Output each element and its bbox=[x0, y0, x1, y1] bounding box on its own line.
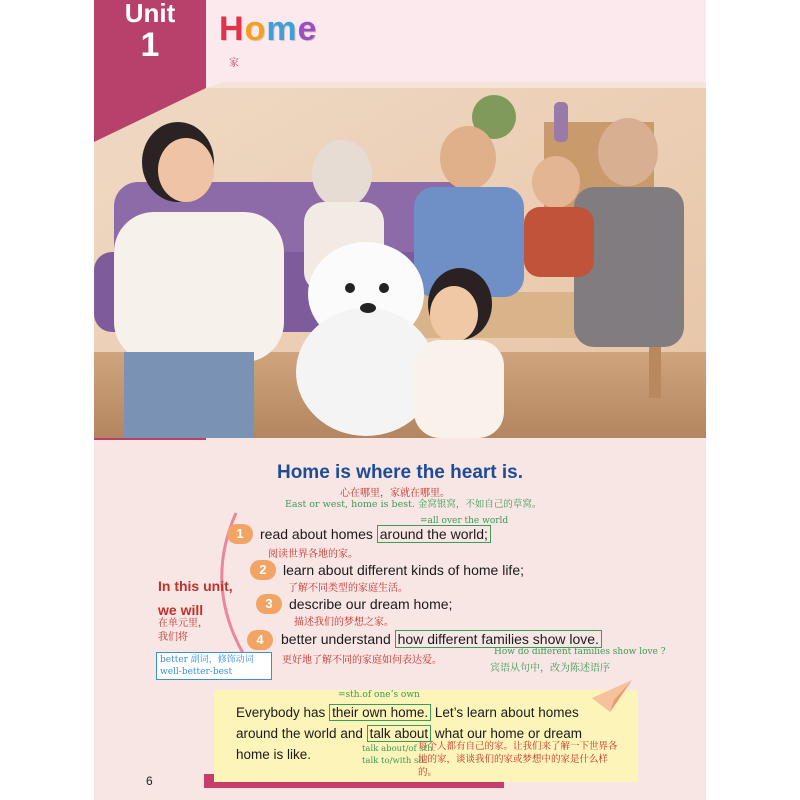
family-living-room-illustration bbox=[94, 82, 706, 438]
vase-icon bbox=[554, 102, 568, 142]
grammar-note bbox=[156, 652, 272, 680]
title-letter: H bbox=[219, 10, 245, 48]
grandmother-icon bbox=[312, 140, 372, 208]
goal-number-4: 4 bbox=[247, 630, 273, 650]
father-icon bbox=[440, 126, 496, 190]
paragraph-text-1: Everybody has bbox=[236, 705, 330, 720]
goal-item-3-translation: 描述我们的梦想之家。 bbox=[294, 617, 394, 628]
boy-icon bbox=[532, 156, 580, 208]
unit-word: Unit bbox=[124, 0, 176, 28]
intro-translation-1: 在单元里， bbox=[158, 618, 208, 629]
paragraph-note-talk-2: talk to/with sb. bbox=[362, 756, 427, 766]
paper-plane-icon bbox=[590, 676, 634, 716]
intro-line-2: we will bbox=[158, 602, 204, 618]
grammar-note-line-1: better 副词，修饰动词 bbox=[160, 655, 254, 665]
goal-number-3: 3 bbox=[256, 594, 282, 614]
intro-translation-2: 我们将 bbox=[158, 632, 188, 643]
goal-item-1-text: read about homes bbox=[260, 526, 377, 542]
unit-goals-intro bbox=[158, 574, 233, 622]
title-letter: o bbox=[244, 10, 267, 48]
paragraph-phrase-2: talk about bbox=[367, 725, 432, 742]
goal-item-3: describe our dream home; bbox=[289, 596, 453, 612]
goal-item-4 bbox=[281, 631, 602, 647]
item-1-note: =all over the world bbox=[420, 516, 509, 526]
motto-note: East or west, home is best. 金窝银窝，不如自己的草窝。 bbox=[285, 499, 542, 510]
paragraph-note-top: =sth.of one’s own bbox=[338, 690, 420, 700]
motto-translation: 心在哪里，家就在哪里。 bbox=[340, 488, 450, 499]
unit-title bbox=[219, 10, 318, 49]
goal-number-1: 1 bbox=[227, 524, 253, 544]
goal-item-1 bbox=[260, 526, 491, 542]
title-letter: e bbox=[297, 10, 318, 48]
goal-item-1-translation: 阅读世界各地的家。 bbox=[268, 549, 358, 560]
goal-item-4-note-1: How do different families show love ? bbox=[494, 647, 666, 657]
unit-badge bbox=[94, 0, 206, 72]
goal-item-4-note-2: 宾语从句中，改为陈述语序 bbox=[490, 663, 610, 674]
paragraph-text-3: what our home or dream home is like. bbox=[236, 726, 582, 762]
paragraph-note-talk-1: talk about/of sth. bbox=[362, 744, 436, 754]
grammar-note-line-2: well-better-best bbox=[160, 667, 233, 677]
goal-item-4-phrase: how different families show love. bbox=[395, 630, 602, 648]
grandfather-icon bbox=[598, 118, 658, 186]
paragraph-phrase-1: their own home. bbox=[329, 704, 431, 721]
title-letter: m bbox=[266, 10, 298, 48]
unit-number: 1 bbox=[140, 26, 160, 64]
paragraph-translation: 每个人都有自己的家。让我们来了解一下世界各地的家，谈谈我们的家或梦想中的家是什么样的。 bbox=[418, 741, 618, 778]
page-number: 6 bbox=[146, 774, 153, 788]
paragraph-text-2: Let’s learn about homes around the world and bbox=[236, 705, 579, 741]
goal-item-4-translation: 更好地了解不同的家庭如何表达爱。 bbox=[282, 655, 442, 666]
intro-line-1: In this unit, bbox=[158, 578, 233, 594]
goal-item-4-text: better understand bbox=[281, 631, 395, 647]
goal-item-2-translation: 了解不同类型的家庭生活。 bbox=[288, 583, 408, 594]
unit-motto: Home is where the heart is. bbox=[276, 462, 524, 483]
unit-title-chinese: 家 bbox=[229, 58, 239, 69]
goal-item-2: learn about different kinds of home life; bbox=[283, 562, 525, 578]
goal-number-2: 2 bbox=[250, 560, 276, 580]
intro-paragraph bbox=[236, 702, 616, 765]
goal-item-1-phrase: around the world; bbox=[377, 525, 491, 543]
